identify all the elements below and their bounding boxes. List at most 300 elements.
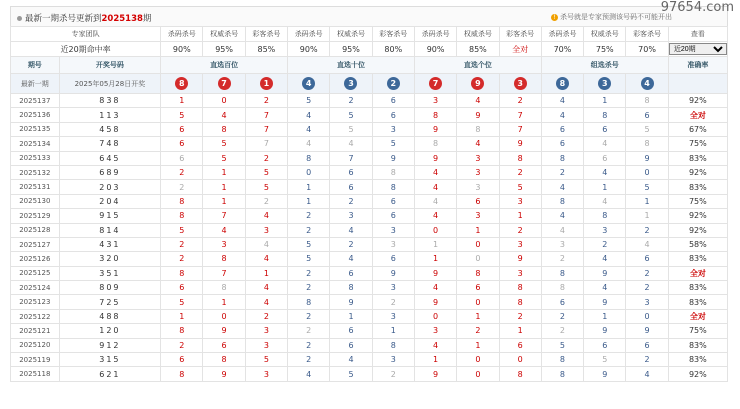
kill-cell: 6 bbox=[372, 194, 414, 208]
kill-cell: 8 bbox=[414, 137, 456, 151]
kill-cell: 2 bbox=[541, 165, 583, 179]
kill-cell: 2 bbox=[288, 324, 330, 338]
kill-cell: 9 bbox=[584, 266, 626, 280]
kill-cell: 4 bbox=[584, 165, 626, 179]
kill-cell: 8 bbox=[499, 151, 541, 165]
period-select[interactable] bbox=[669, 43, 727, 55]
kill-cell: 7 bbox=[499, 108, 541, 122]
kill-cell: 5 bbox=[584, 353, 626, 367]
expert-name: 杀码杀号 bbox=[541, 27, 583, 42]
kill-cell: 4 bbox=[288, 108, 330, 122]
kill-cell: 3 bbox=[372, 353, 414, 367]
kill-cell: 1 bbox=[626, 209, 668, 223]
expert-name: 杀码杀号 bbox=[288, 27, 330, 42]
kill-cell: 7 bbox=[330, 151, 372, 165]
kill-cell: 1 bbox=[584, 180, 626, 194]
expert-name: 权威杀号 bbox=[330, 27, 372, 42]
kill-cell: 4 bbox=[457, 94, 499, 108]
kill-cell: 6 bbox=[161, 281, 203, 295]
kill-cell: 3 bbox=[372, 223, 414, 237]
kill-cell: 8 bbox=[288, 295, 330, 309]
draw-cell: 838 bbox=[59, 94, 161, 108]
kill-cell: 8 bbox=[161, 367, 203, 381]
latest-ball-cell bbox=[288, 74, 330, 94]
kill-cell: 8 bbox=[541, 194, 583, 208]
kill-cell: 6 bbox=[330, 324, 372, 338]
kill-cell: 5 bbox=[330, 367, 372, 381]
kill-cell: 3 bbox=[245, 324, 287, 338]
kill-cell: 5 bbox=[288, 252, 330, 266]
kill-cell: 5 bbox=[330, 108, 372, 122]
kill-cell: 3 bbox=[414, 94, 456, 108]
kill-cell: 4 bbox=[584, 137, 626, 151]
kill-cell: 9 bbox=[584, 367, 626, 381]
accuracy-cell: 83% bbox=[668, 151, 727, 165]
table-row bbox=[11, 209, 728, 223]
kill-cell: 6 bbox=[457, 281, 499, 295]
number-ball: 7 bbox=[218, 77, 231, 90]
kill-cell: 0 bbox=[457, 237, 499, 251]
kill-cell: 0 bbox=[457, 295, 499, 309]
kill-cell: 1 bbox=[203, 194, 245, 208]
kill-cell: 3 bbox=[457, 165, 499, 179]
kill-cell: 4 bbox=[245, 237, 287, 251]
kill-cell: 9 bbox=[414, 122, 456, 136]
kill-cell: 2 bbox=[161, 252, 203, 266]
draw-cell: 809 bbox=[59, 281, 161, 295]
col-group-tens: 直选十位 bbox=[288, 57, 415, 74]
period-cell: 2025119 bbox=[11, 353, 60, 367]
latest-ball-cell bbox=[584, 74, 626, 94]
kill-cell: 1 bbox=[626, 194, 668, 208]
kill-cell: 5 bbox=[245, 180, 287, 194]
kill-cell: 5 bbox=[288, 94, 330, 108]
kill-cell: 8 bbox=[584, 108, 626, 122]
kill-cell: 2 bbox=[288, 309, 330, 323]
accuracy-cell: 83% bbox=[668, 295, 727, 309]
number-ball: 1 bbox=[260, 77, 273, 90]
kill-cell: 8 bbox=[203, 252, 245, 266]
kill-cell: 4 bbox=[330, 223, 372, 237]
accuracy-cell: 58% bbox=[668, 237, 727, 251]
kill-cell: 2 bbox=[499, 309, 541, 323]
kill-cell: 1 bbox=[330, 309, 372, 323]
kill-cell: 0 bbox=[203, 94, 245, 108]
latest-ball-cell bbox=[457, 74, 499, 94]
draw-cell: 458 bbox=[59, 122, 161, 136]
draw-cell: 689 bbox=[59, 165, 161, 179]
kill-cell: 5 bbox=[161, 295, 203, 309]
kill-cell: 5 bbox=[288, 237, 330, 251]
kill-cell: 0 bbox=[414, 309, 456, 323]
kill-cell: 0 bbox=[457, 252, 499, 266]
kill-cell: 1 bbox=[499, 209, 541, 223]
expert-name: 权威杀号 bbox=[203, 27, 245, 42]
kill-cell: 2 bbox=[161, 180, 203, 194]
kill-cell: 2 bbox=[288, 338, 330, 352]
kill-cell: 3 bbox=[372, 309, 414, 323]
kill-cell: 4 bbox=[457, 137, 499, 151]
kill-cell: 4 bbox=[245, 209, 287, 223]
kill-cell: 2 bbox=[245, 309, 287, 323]
col-period: 期号 bbox=[11, 57, 60, 74]
page-title bbox=[17, 12, 151, 24]
hit-rate: 70% bbox=[541, 42, 583, 57]
kill-cell: 4 bbox=[414, 281, 456, 295]
kill-cell: 6 bbox=[372, 108, 414, 122]
kill-cell: 1 bbox=[245, 266, 287, 280]
table-row bbox=[11, 137, 728, 151]
hit-rate: 90% bbox=[288, 42, 330, 57]
table-row bbox=[11, 194, 728, 208]
kill-cell: 2 bbox=[499, 165, 541, 179]
col-group-units: 直选个位 bbox=[414, 57, 541, 74]
accuracy-cell: 92% bbox=[668, 209, 727, 223]
expert-name: 彩客杀号 bbox=[372, 27, 414, 42]
kill-cell: 3 bbox=[457, 180, 499, 194]
kill-cell: 0 bbox=[414, 223, 456, 237]
kill-cell: 4 bbox=[584, 281, 626, 295]
period-cell: 2025125 bbox=[11, 266, 60, 280]
kill-cell: 4 bbox=[330, 353, 372, 367]
kill-cell: 8 bbox=[161, 324, 203, 338]
kill-cell: 0 bbox=[499, 353, 541, 367]
kill-cell: 8 bbox=[541, 151, 583, 165]
kill-cell: 3 bbox=[457, 151, 499, 165]
kill-cell: 4 bbox=[414, 194, 456, 208]
number-ball: 8 bbox=[556, 77, 569, 90]
kill-cell: 6 bbox=[161, 353, 203, 367]
experts-label: 专家团队 bbox=[11, 27, 161, 42]
latest-ball-cell bbox=[626, 74, 668, 94]
accuracy-cell: 83% bbox=[668, 180, 727, 194]
kill-cell: 2 bbox=[288, 266, 330, 280]
kill-cell: 1 bbox=[203, 180, 245, 194]
period-cell: 2025124 bbox=[11, 281, 60, 295]
accuracy-cell: 83% bbox=[668, 252, 727, 266]
kill-cell: 6 bbox=[499, 338, 541, 352]
kill-cell: 2 bbox=[499, 223, 541, 237]
kill-cell: 8 bbox=[541, 353, 583, 367]
kill-cell: 5 bbox=[203, 137, 245, 151]
kill-cell: 8 bbox=[626, 137, 668, 151]
kill-cell: 4 bbox=[414, 165, 456, 179]
kill-cell: 1 bbox=[584, 94, 626, 108]
period-cell: 2025137 bbox=[11, 94, 60, 108]
table-row bbox=[11, 94, 728, 108]
kill-cell: 6 bbox=[330, 180, 372, 194]
kill-cell: 6 bbox=[372, 209, 414, 223]
kill-cell: 2 bbox=[457, 324, 499, 338]
kill-cell: 1 bbox=[203, 295, 245, 309]
kill-cell: 4 bbox=[330, 137, 372, 151]
table-row bbox=[11, 295, 728, 309]
kill-cell: 4 bbox=[330, 252, 372, 266]
kill-cell: 2 bbox=[288, 209, 330, 223]
kill-cell: 4 bbox=[414, 338, 456, 352]
kill-cell: 6 bbox=[330, 266, 372, 280]
kill-cell: 8 bbox=[541, 367, 583, 381]
kill-cell: 8 bbox=[499, 295, 541, 309]
kill-cell: 5 bbox=[330, 122, 372, 136]
kill-cell: 3 bbox=[372, 237, 414, 251]
period-cell: 2025126 bbox=[11, 252, 60, 266]
accuracy-cell: 75% bbox=[668, 324, 727, 338]
kill-cell: 4 bbox=[541, 180, 583, 194]
accuracy-cell: 83% bbox=[668, 353, 727, 367]
hit-rate: 85% bbox=[245, 42, 287, 57]
kill-cell: 3 bbox=[414, 324, 456, 338]
period-cell: 2025121 bbox=[11, 324, 60, 338]
kill-cell: 2 bbox=[161, 338, 203, 352]
kill-cell: 6 bbox=[372, 94, 414, 108]
title-period: 2025138 bbox=[101, 14, 143, 24]
period-cell: 2025128 bbox=[11, 223, 60, 237]
kill-cell: 2 bbox=[541, 324, 583, 338]
kill-cell: 4 bbox=[203, 108, 245, 122]
kill-cell: 1 bbox=[414, 353, 456, 367]
table-row bbox=[11, 266, 728, 280]
kill-cell: 3 bbox=[499, 266, 541, 280]
kill-cell: 5 bbox=[245, 165, 287, 179]
kill-cell: 5 bbox=[541, 338, 583, 352]
kill-cell: 8 bbox=[541, 281, 583, 295]
draw-cell: 915 bbox=[59, 209, 161, 223]
accuracy-cell: 92% bbox=[668, 94, 727, 108]
latest-label: 最新一期 bbox=[11, 74, 60, 94]
kill-cell: 4 bbox=[626, 237, 668, 251]
table-row bbox=[11, 324, 728, 338]
kill-cell: 4 bbox=[541, 223, 583, 237]
kill-cell: 1 bbox=[499, 324, 541, 338]
kill-cell: 4 bbox=[245, 295, 287, 309]
kill-cell: 8 bbox=[457, 122, 499, 136]
number-ball: 4 bbox=[641, 77, 654, 90]
kill-cell: 2 bbox=[161, 165, 203, 179]
notice-text: 杀号就是专家预测该号码不可能开出 bbox=[560, 13, 672, 21]
kill-cell: 2 bbox=[330, 237, 372, 251]
draw-cell: 203 bbox=[59, 180, 161, 194]
kill-cell: 2 bbox=[626, 353, 668, 367]
kill-cell: 9 bbox=[626, 324, 668, 338]
kill-cell: 9 bbox=[414, 266, 456, 280]
kill-cell: 3 bbox=[541, 237, 583, 251]
latest-ball-cell bbox=[414, 74, 456, 94]
kill-cell: 3 bbox=[499, 194, 541, 208]
kill-cell: 1 bbox=[372, 324, 414, 338]
draw-cell: 912 bbox=[59, 338, 161, 352]
kill-cell: 1 bbox=[457, 223, 499, 237]
number-ball: 3 bbox=[344, 77, 357, 90]
kill-cell: 6 bbox=[541, 295, 583, 309]
period-cell: 2025129 bbox=[11, 209, 60, 223]
draw-cell: 204 bbox=[59, 194, 161, 208]
kill-cell: 4 bbox=[414, 180, 456, 194]
kill-cell: 3 bbox=[245, 367, 287, 381]
draw-cell: 113 bbox=[59, 108, 161, 122]
kill-cell: 8 bbox=[203, 281, 245, 295]
kill-cell: 8 bbox=[330, 281, 372, 295]
accuracy-cell: 全对 bbox=[668, 108, 727, 122]
kill-cell: 6 bbox=[330, 338, 372, 352]
table-row bbox=[11, 165, 728, 179]
view-label: 查看 bbox=[668, 27, 727, 42]
expert-name: 权威杀号 bbox=[457, 27, 499, 42]
kill-cell: 1 bbox=[584, 309, 626, 323]
draw-cell: 748 bbox=[59, 137, 161, 151]
expert-name: 杀码杀号 bbox=[414, 27, 456, 42]
period-cell: 2025122 bbox=[11, 309, 60, 323]
kill-cell: 4 bbox=[245, 281, 287, 295]
kill-cell: 9 bbox=[372, 266, 414, 280]
kill-cell: 8 bbox=[499, 281, 541, 295]
kill-cell: 9 bbox=[372, 151, 414, 165]
table-row bbox=[11, 237, 728, 251]
kill-cell: 2 bbox=[372, 367, 414, 381]
kill-cell: 3 bbox=[584, 223, 626, 237]
kill-cell: 7 bbox=[245, 137, 287, 151]
period-cell: 2025135 bbox=[11, 122, 60, 136]
kill-cell: 4 bbox=[584, 252, 626, 266]
latest-ball-cell bbox=[499, 74, 541, 94]
kill-cell: 9 bbox=[499, 137, 541, 151]
period-cell: 2025123 bbox=[11, 295, 60, 309]
accuracy-cell: 75% bbox=[668, 137, 727, 151]
col-group-combo: 组选杀号 bbox=[541, 57, 668, 74]
kill-cell: 4 bbox=[288, 122, 330, 136]
kill-cell: 8 bbox=[372, 165, 414, 179]
latest-ball-cell bbox=[330, 74, 372, 94]
kill-cell: 6 bbox=[584, 338, 626, 352]
kill-cell: 6 bbox=[626, 338, 668, 352]
kill-cell: 5 bbox=[372, 137, 414, 151]
latest-ball-cell bbox=[541, 74, 583, 94]
kill-cell: 6 bbox=[161, 151, 203, 165]
draw-cell: 814 bbox=[59, 223, 161, 237]
table-row bbox=[11, 338, 728, 352]
kill-cell: 8 bbox=[499, 367, 541, 381]
kill-cell: 2 bbox=[499, 94, 541, 108]
number-ball: 3 bbox=[514, 77, 527, 90]
kill-cell: 0 bbox=[203, 309, 245, 323]
hit-rate: 70% bbox=[626, 42, 668, 57]
kill-cell: 0 bbox=[626, 309, 668, 323]
kill-cell: 9 bbox=[457, 108, 499, 122]
accuracy-cell: 92% bbox=[668, 367, 727, 381]
kill-cell: 3 bbox=[372, 122, 414, 136]
col-group-hundreds: 直选百位 bbox=[161, 57, 288, 74]
number-ball: 3 bbox=[598, 77, 611, 90]
accuracy-cell: 92% bbox=[668, 223, 727, 237]
latest-ball-cell bbox=[245, 74, 287, 94]
table-row bbox=[11, 353, 728, 367]
kill-cell: 4 bbox=[414, 209, 456, 223]
kill-cell: 2 bbox=[245, 194, 287, 208]
kill-cell: 4 bbox=[541, 94, 583, 108]
period-cell: 2025118 bbox=[11, 367, 60, 381]
kill-cell: 6 bbox=[626, 108, 668, 122]
kill-cell: 3 bbox=[499, 237, 541, 251]
table-row bbox=[11, 309, 728, 323]
hit-rate: 90% bbox=[161, 42, 203, 57]
kill-cell: 7 bbox=[203, 266, 245, 280]
table-row bbox=[11, 122, 728, 136]
accuracy-cell: 83% bbox=[668, 338, 727, 352]
bullet-icon bbox=[17, 16, 22, 21]
stats-label: 近20期命中率 bbox=[11, 42, 161, 57]
kill-cell: 5 bbox=[161, 223, 203, 237]
hit-rate: 95% bbox=[330, 42, 372, 57]
expert-name: 彩客杀号 bbox=[626, 27, 668, 42]
hit-rate: 90% bbox=[414, 42, 456, 57]
kill-cell: 7 bbox=[245, 108, 287, 122]
number-ball: 7 bbox=[429, 77, 442, 90]
kill-cell: 2 bbox=[288, 353, 330, 367]
kill-cell: 4 bbox=[288, 137, 330, 151]
kill-cell: 2 bbox=[288, 223, 330, 237]
kill-cell: 3 bbox=[372, 281, 414, 295]
table-row bbox=[11, 180, 728, 194]
kill-cell: 4 bbox=[245, 252, 287, 266]
kill-cell: 9 bbox=[584, 295, 626, 309]
kill-cell: 2 bbox=[161, 237, 203, 251]
kill-cell: 9 bbox=[499, 252, 541, 266]
kill-cell: 8 bbox=[203, 353, 245, 367]
expert-name: 权威杀号 bbox=[584, 27, 626, 42]
hit-rate: 全对 bbox=[499, 42, 541, 57]
kill-cell: 9 bbox=[203, 324, 245, 338]
hit-rate: 80% bbox=[372, 42, 414, 57]
kill-cell: 8 bbox=[626, 94, 668, 108]
kill-cell: 2 bbox=[288, 281, 330, 295]
kill-cell: 3 bbox=[203, 237, 245, 251]
table-row bbox=[11, 223, 728, 237]
watermark: 97654.com bbox=[660, 0, 734, 15]
kill-cell: 4 bbox=[584, 194, 626, 208]
notice bbox=[551, 12, 672, 22]
kill-cell: 5 bbox=[499, 180, 541, 194]
draw-cell: 725 bbox=[59, 295, 161, 309]
hit-rate: 95% bbox=[203, 42, 245, 57]
info-icon: ! bbox=[551, 14, 558, 21]
period-cell: 2025132 bbox=[11, 165, 60, 179]
accuracy-cell: 83% bbox=[668, 281, 727, 295]
kill-cell: 1 bbox=[414, 237, 456, 251]
kill-cell: 3 bbox=[626, 295, 668, 309]
kill-cell: 5 bbox=[161, 108, 203, 122]
period-cell: 2025130 bbox=[11, 194, 60, 208]
kill-cell: 8 bbox=[457, 266, 499, 280]
kill-cell: 0 bbox=[457, 353, 499, 367]
kill-cell: 2 bbox=[584, 237, 626, 251]
expert-name: 彩客杀号 bbox=[245, 27, 287, 42]
kill-cell: 1 bbox=[203, 165, 245, 179]
stats-row bbox=[11, 42, 728, 57]
kill-cell: 6 bbox=[372, 252, 414, 266]
period-cell: 2025131 bbox=[11, 180, 60, 194]
latest-row bbox=[11, 74, 728, 94]
number-ball: 4 bbox=[302, 77, 315, 90]
kill-cell: 1 bbox=[161, 94, 203, 108]
kill-cell: 4 bbox=[626, 367, 668, 381]
kill-cell: 6 bbox=[541, 122, 583, 136]
title-suffix: 期 bbox=[142, 14, 152, 24]
number-ball: 9 bbox=[471, 77, 484, 90]
page-header bbox=[10, 6, 728, 26]
kill-cell: 9 bbox=[584, 324, 626, 338]
expert-name: 杀码杀号 bbox=[161, 27, 203, 42]
kill-cell: 6 bbox=[626, 252, 668, 266]
